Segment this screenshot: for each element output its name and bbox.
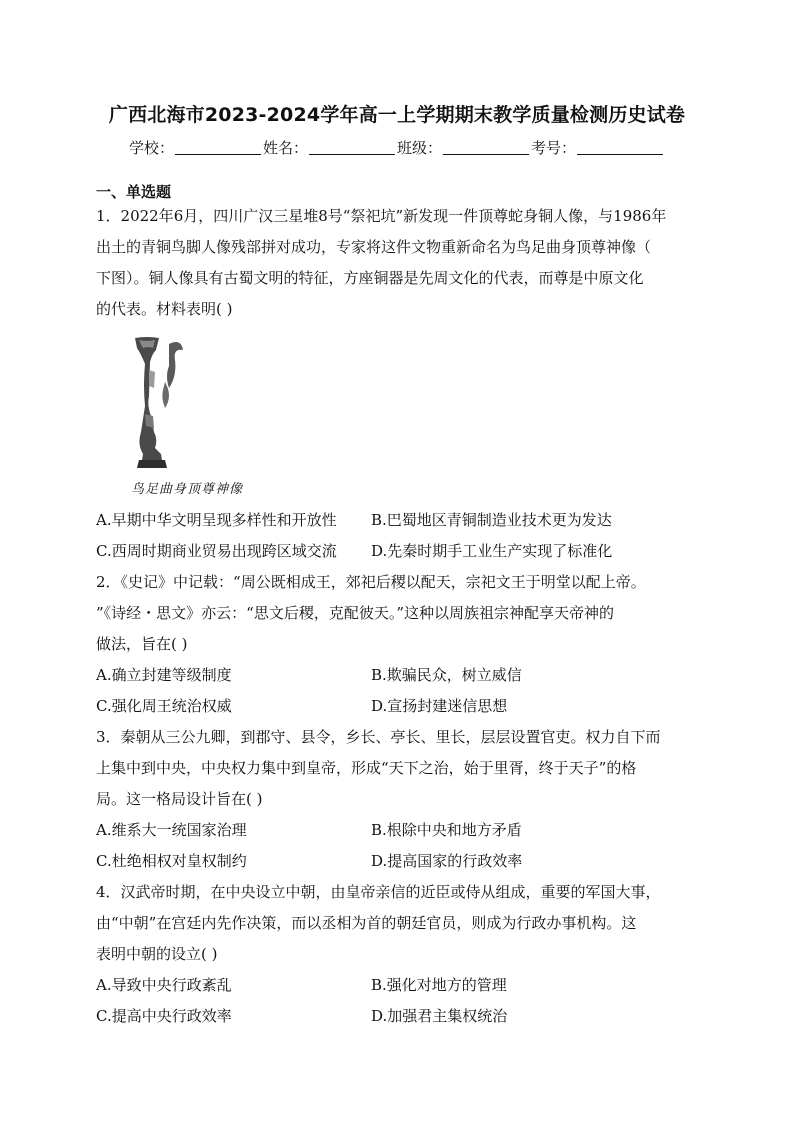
question-4-line: 4．汉武帝时期，在中央设立中朝，由皇帝亲信的近臣或侍从组成，重要的军国大事， bbox=[96, 883, 661, 901]
question-2-line: 2．《史记》中记载：“周公既相成王，郊祀后稷以配天，宗祀文王于明堂以配上帝。 bbox=[96, 573, 646, 591]
question-1-line: 的代表。材料表明( ) bbox=[96, 300, 233, 318]
q1-option-c[interactable]: C.西周时期商业贸易出现跨区域交流 bbox=[96, 542, 337, 560]
question-3-line: 3．秦朝从三公九卿，到郡守、县令，乡长、亭长、里长，层层设置官吏。权力自下而 bbox=[96, 728, 661, 746]
question-4-line: 由“中朝”在宫廷内先作决策，而以丞相为首的朝廷官员，则成为行政办事机构。这 bbox=[96, 914, 637, 932]
class-blank[interactable] bbox=[443, 140, 529, 155]
bronze-statue-image bbox=[125, 336, 195, 471]
q1-option-d[interactable]: D.先秦时期手工业生产实现了标准化 bbox=[371, 542, 613, 560]
question-3-line: 局。这一格局设计旨在( ) bbox=[96, 790, 263, 808]
q3-option-b[interactable]: B.根除中央和地方矛盾 bbox=[371, 821, 522, 839]
school-blank[interactable] bbox=[175, 140, 261, 155]
section-heading: 一、单选题 bbox=[96, 183, 172, 201]
student-info-line bbox=[0, 137, 794, 158]
question-1-line: 下图）。铜人像具有古蜀文明的特征，方座铜器是先周文化的代表，而尊是中原文化 bbox=[96, 269, 644, 287]
question-1-line: 1．2022年6月，四川广汉三星堆8号“祭祀坑”新发现一件顶尊蛇身铜人像，与1986年 bbox=[96, 207, 667, 225]
question-4-line: 表明中朝的设立( ) bbox=[96, 945, 218, 963]
q1-option-a[interactable]: A.早期中华文明呈现多样性和开放性 bbox=[96, 511, 337, 529]
number-blank[interactable] bbox=[577, 140, 663, 155]
q2-option-a[interactable]: A.确立封建等级制度 bbox=[96, 666, 232, 684]
question-2-line: ”《诗经・思文》亦云：“思文后稷，克配彼天。”这种以周族祖宗神配享天帝神的 bbox=[96, 604, 615, 622]
q1-option-b[interactable]: B.巴蜀地区青铜制造业技术更为发达 bbox=[371, 511, 612, 529]
name-blank[interactable] bbox=[309, 140, 395, 155]
q4-option-d[interactable]: D.加强君主集权统治 bbox=[371, 1007, 508, 1025]
question-3-line: 上集中到中央，中央权力集中到皇帝，形成“天下之治，始于里胥，终于天子”的格 bbox=[96, 759, 637, 777]
school-label: 学校： bbox=[128, 139, 174, 157]
question-2-line: 做法，旨在( ) bbox=[96, 635, 188, 653]
figure-caption: 鸟足曲身顶尊神像 bbox=[131, 482, 244, 497]
q4-option-b[interactable]: B.强化对地方的管理 bbox=[371, 976, 507, 994]
exam-title: 广西北海市2023-2024学年高一上学期期末教学质量检测历史试卷 bbox=[108, 104, 686, 126]
class-label: 班级： bbox=[397, 139, 443, 157]
q2-option-d[interactable]: D.宣扬封建迷信思想 bbox=[371, 697, 508, 715]
name-label: 姓名： bbox=[262, 139, 308, 157]
q3-option-a[interactable]: A.维系大一统国家治理 bbox=[96, 821, 247, 839]
q4-option-a[interactable]: A.导致中央行政紊乱 bbox=[96, 976, 232, 994]
q3-option-d[interactable]: D.提高国家的行政效率 bbox=[371, 852, 523, 870]
q2-option-c[interactable]: C.强化周王统治权威 bbox=[96, 697, 232, 715]
question-1-line: 出土的青铜鸟脚人像残部拼对成功，专家将这件文物重新命名为鸟足曲身顶尊神像（ bbox=[96, 238, 652, 256]
q3-option-c[interactable]: C.杜绝相权对皇权制约 bbox=[96, 852, 247, 870]
number-label: 考号： bbox=[531, 139, 577, 157]
q4-option-c[interactable]: C.提高中央行政效率 bbox=[96, 1007, 232, 1025]
q2-option-b[interactable]: B.欺骗民众，树立威信 bbox=[371, 666, 522, 684]
